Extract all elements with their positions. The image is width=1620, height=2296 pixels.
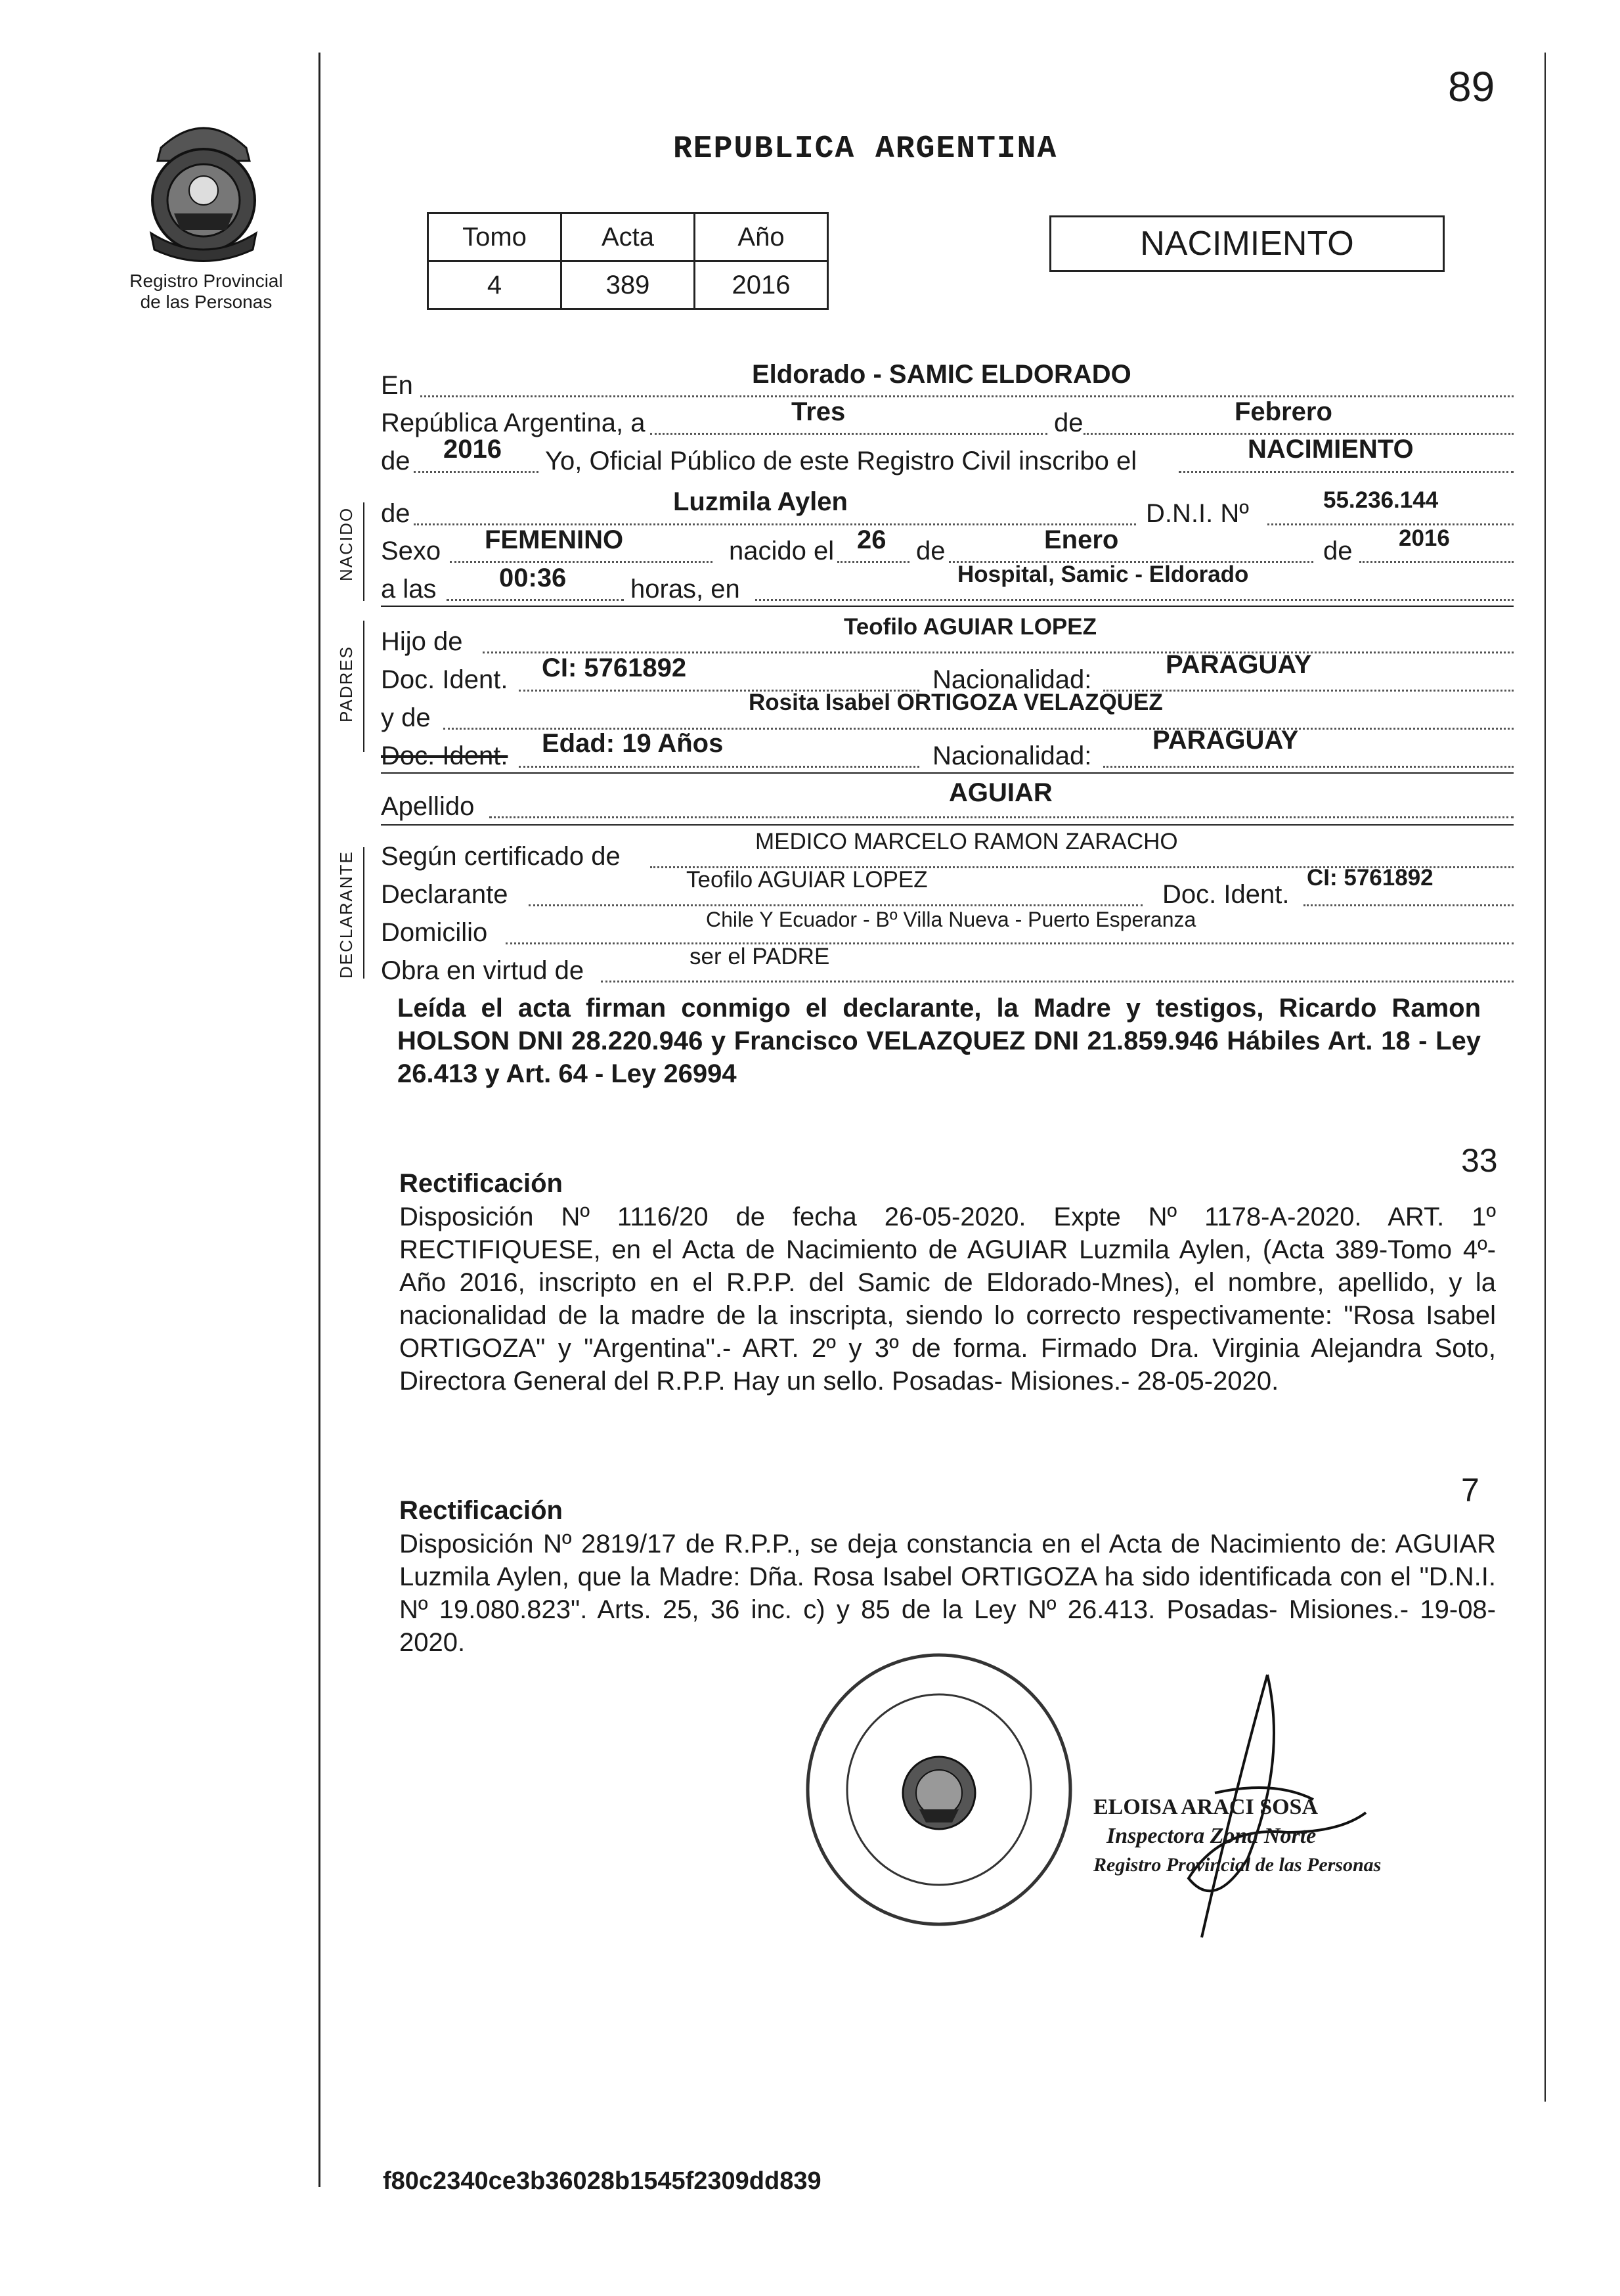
father-value: Teofilo AGUIAR LOPEZ [844, 614, 1097, 640]
dotline [506, 942, 1514, 944]
country-title: REPUBLICA ARGENTINA [673, 131, 1058, 167]
dotline [414, 471, 538, 473]
stamp-office: Registro Provincial de las Personas [1093, 1854, 1382, 1876]
section-bracket-nacido [363, 502, 364, 601]
label-de-name: de [381, 499, 410, 528]
document-hash: f80c2340ce3b36028b1545f2309dd839 [383, 2167, 821, 2195]
declarant-doc-value: CI: 5761892 [1307, 865, 1434, 891]
dotline [519, 766, 919, 768]
label-republica: República Argentina, a [381, 408, 646, 437]
label-domicilio: Domicilio [381, 918, 488, 947]
label-en: En [381, 371, 413, 400]
month-value: Febrero [1235, 397, 1332, 426]
birth-place-value: Hospital, Samic - Eldorado [957, 562, 1249, 587]
section-divider [381, 606, 1514, 607]
stamp-role: Inspectora Zona Norte [1106, 1824, 1317, 1848]
page-number: 89 [1448, 63, 1495, 110]
dotline [420, 395, 1514, 397]
label-obra: Obra en virtud de [381, 956, 584, 985]
dotline [1179, 471, 1514, 473]
dotline [837, 561, 909, 563]
dotline [1103, 766, 1514, 768]
section-bracket-padres [363, 621, 364, 752]
side-label-declarante: DECLARANTE [336, 850, 356, 979]
surname-value: AGUIAR [949, 778, 1053, 807]
label-hijo: Hijo de [381, 627, 463, 656]
mother-nationality-value: PARAGUAY [1152, 726, 1299, 755]
label-a-las: a las [381, 575, 437, 604]
label-doc-ident-struck: Doc. Ident. [381, 741, 508, 770]
dni-value: 55.236.144 [1323, 487, 1439, 513]
side-label-padres: PADRES [336, 646, 356, 722]
rectification-body: Disposición Nº 1116/20 de fecha 26-05-2020. Expte Nº 1178-A-2020. ART. 1º RECTIFIQUESE, en el Acta de Nacimiento de AGUIAR Luzmila Aylen, (Acta 389-Tomo 4º- Año 2016, inscripto en el R.P.P. del Samic de Eldorado-Mnes), el nombre, apellido, y la nacionalidad de la madre de la inscripta, siendo lo correcto respectivamente: "Rosa Isabel ORTIGOZA" y "Argentina".- ART. 2º y 3º de forma. Firmado Dra. Virginia Alejandra Soto, Directora General del R.P.P. Hay un sello. Posadas- Misiones.- 28-05-2020. [399, 1203, 1496, 1396]
dotline [450, 561, 712, 563]
name-value: Luzmila Aylen [673, 487, 848, 516]
birth-year-value: 2016 [1399, 525, 1450, 551]
label-doc-ident: Doc. Ident. [381, 665, 508, 694]
label-sexo: Sexo [381, 537, 441, 565]
misiones-coat-of-arms-logo [135, 108, 273, 266]
dotline [1103, 690, 1514, 692]
record-type-box: NACIMIENTO [1049, 215, 1445, 272]
label-de-birth-year: de [1323, 537, 1353, 565]
capacity-value: ser el PADRE [690, 944, 830, 969]
section-divider [381, 772, 1514, 774]
stamp-name: ELOISA ARACI SOSA [1093, 1795, 1319, 1819]
right-margin-line [1544, 53, 1546, 2102]
sex-value: FEMENINO [485, 525, 624, 554]
dotline [529, 904, 1143, 906]
declarant-value: Teofilo AGUIAR LOPEZ [686, 867, 928, 893]
dotline [1359, 561, 1514, 563]
place-value: Eldorado - SAMIC ELDORADO [752, 360, 1131, 389]
register-table [427, 212, 829, 310]
label-dni: D.N.I. Nº [1146, 499, 1249, 528]
value-tomo: 4 [428, 261, 561, 309]
header-ano: Año [695, 213, 828, 261]
side-label-nacido: NACIDO [336, 506, 356, 581]
label-apellido: Apellido [381, 792, 475, 821]
official-seal [798, 1648, 1080, 1931]
rectification-title: Rectificación [399, 1169, 563, 1198]
label-nacionalidad-mother: Nacionalidad: [932, 741, 1092, 770]
registry-label: Registro Provincial de las Personas [129, 271, 283, 312]
label-y-de: y de [381, 703, 431, 732]
dotline [601, 981, 1514, 982]
label-de-year: de [381, 447, 410, 475]
value-acta: 389 [561, 261, 695, 309]
label-doc-ident-declarant: Doc. Ident. [1162, 880, 1290, 909]
label-nacionalidad: Nacionalidad: [932, 665, 1092, 694]
year-value: 2016 [443, 435, 502, 464]
rectification-title: Rectificación [399, 1496, 563, 1525]
rectification-number: 7 [1461, 1472, 1479, 1509]
birth-month-value: Enero [1044, 525, 1119, 554]
father-nationality-value: PARAGUAY [1166, 650, 1312, 679]
header-tomo: Tomo [428, 213, 561, 261]
day-value: Tres [791, 397, 846, 426]
dotline [447, 599, 624, 601]
rectification-body: Disposición Nº 2819/17 de R.P.P., se deja constancia en el Acta de Nacimiento de: AGUIAR Luzmila Aylen, que la Madre: Dña. Rosa Isabel ORTIGOZA ha sido identificada con el "D.N.I. Nº 19.080.823". Arts. 25, 36 inc. c) y 85 de la Ley Nº 26.413. Posadas- Misiones.- 19-08-2020. [399, 1530, 1496, 1657]
label-horas: horas, en [630, 575, 740, 604]
label-de-month: de [1054, 408, 1084, 437]
mother-age-value: Edad: 19 Años [542, 729, 724, 758]
signature-stamp [1093, 1793, 1381, 1880]
label-segun: Según certificado de [381, 842, 621, 871]
mother-value: Rosita Isabel ORTIGOZA VELAZQUEZ [749, 690, 1163, 715]
dotline [1267, 523, 1514, 525]
left-margin-line [318, 53, 320, 2187]
rectification-number: 33 [1461, 1142, 1498, 1179]
section-divider [381, 824, 1514, 826]
father-doc-value: CI: 5761892 [542, 653, 687, 682]
header-acta: Acta [561, 213, 695, 261]
label-nacido: nacido el [729, 537, 835, 565]
dotline [755, 599, 1514, 601]
dotline [1303, 904, 1514, 906]
oficial-text: Yo, Oficial Público de este Registro Civil inscribo el [545, 447, 1137, 475]
dotline [489, 816, 1514, 818]
dotline [650, 433, 1047, 435]
act-kind-value: NACIMIENTO [1248, 435, 1414, 464]
label-de-birth-month: de [916, 537, 946, 565]
section-bracket-declarante [363, 847, 364, 979]
address-value: Chile Y Ecuador - Bº Villa Nueva - Puerto Esperanza [706, 908, 1196, 931]
value-ano: 2016 [695, 261, 828, 309]
label-declarante: Declarante [381, 880, 508, 909]
birth-time-value: 00:36 [499, 563, 567, 592]
birth-day-value: 26 [857, 525, 887, 554]
signing-statement: Leída el acta firman conmigo el declarante, la Madre y testigos, Ricardo Ramon HOLSON DNI 28.220.946 y Francisco VELAZQUEZ DNI 21.859.946 Hábiles Art. 18 - Ley 26.413 y Art. 64 - Ley 26994 [397, 994, 1481, 1088]
certificate-value: MEDICO MARCELO RAMON ZARACHO [755, 829, 1178, 854]
